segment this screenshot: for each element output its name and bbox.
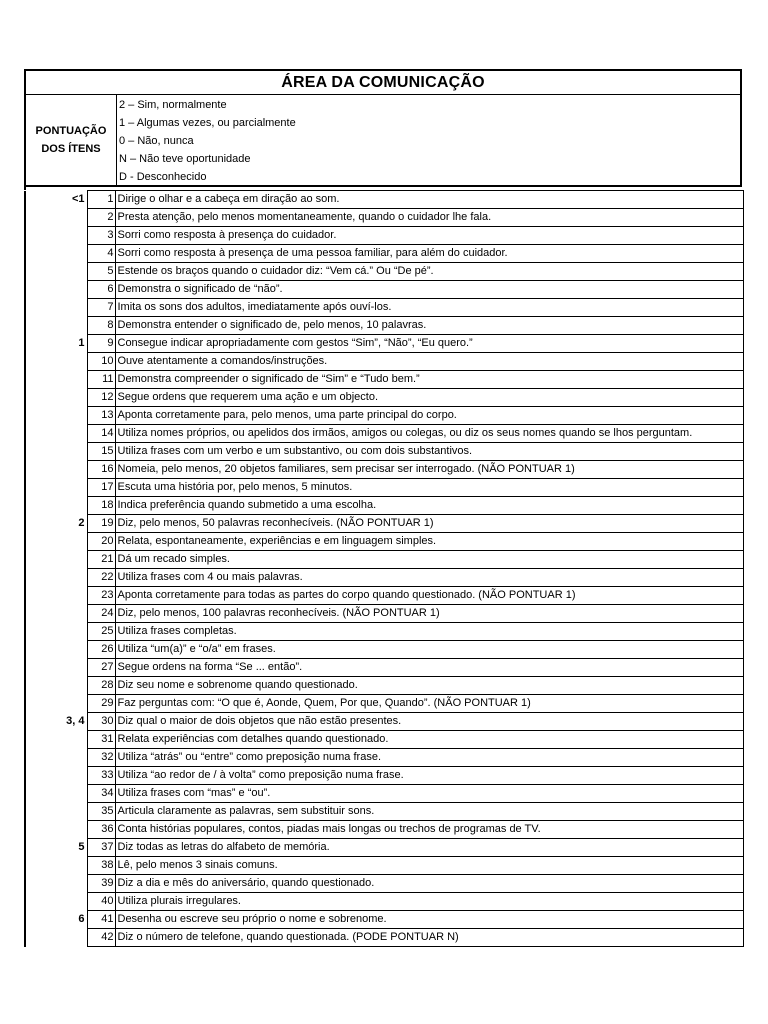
age-group-cell [25,893,87,911]
item-number-cell: 26 [87,641,115,659]
table-row [25,893,743,911]
table-row [25,731,743,749]
table-row [25,749,743,767]
age-group-cell [25,551,87,569]
table-row [25,245,743,263]
age-group-cell [25,821,87,839]
items-table [24,190,744,947]
age-group-cell: 2 [25,515,87,533]
item-number-cell: 19 [87,515,115,533]
legend-item-0: 0 – Não, nunca [119,135,194,147]
age-group-cell [25,695,87,713]
item-number-cell: 24 [87,605,115,623]
age-group-cell [25,317,87,335]
age-group-cell [25,677,87,695]
age-group-cell [25,371,87,389]
table-row [25,785,743,803]
age-group-cell [25,659,87,677]
item-number-cell: 42 [87,929,115,947]
age-group-cell: 1 [25,335,87,353]
item-text-cell: Diz o número de telefone, quando questionada. (PODE PONTUAR N) [115,929,743,947]
item-number-cell: 38 [87,857,115,875]
age-group-cell [25,803,87,821]
table-row [25,263,743,281]
age-group-cell [25,857,87,875]
item-text-cell: Utiliza frases com “mas” e “ou”. [115,785,743,803]
age-group-cell [25,227,87,245]
age-group-cell [25,263,87,281]
legend-item-2: 2 – Sim, normalmente [119,99,227,111]
age-group-cell [25,929,87,947]
age-group-cell [25,623,87,641]
table-row [25,839,743,857]
item-number-cell: 6 [87,281,115,299]
item-number-cell: 32 [87,749,115,767]
legend-item-d: D - Desconhecido [119,171,207,183]
age-group-cell [25,389,87,407]
table-row [25,425,743,443]
item-number-cell: 37 [87,839,115,857]
item-number-cell: 15 [87,443,115,461]
table-row [25,389,743,407]
item-text-cell: Sorri como resposta à presença do cuidador. [115,227,743,245]
item-text-cell: Utiliza frases completas. [115,623,743,641]
table-row [25,677,743,695]
legend-item-1: 1 – Algumas vezes, ou parcialmente [119,117,296,129]
table-row [25,227,743,245]
item-number-cell: 30 [87,713,115,731]
item-number-cell: 2 [87,209,115,227]
age-group-cell [25,605,87,623]
item-text-cell: Consegue indicar apropriadamente com gestos “Sim”, “Não”, “Eu quero.” [115,335,743,353]
communication-form [24,69,742,947]
item-number-cell: 13 [87,407,115,425]
table-row [25,335,743,353]
item-text-cell: Nomeia, pelo menos, 20 objetos familiares, sem precisar ser interrogado. (NÃO PONTUAR 1) [115,461,743,479]
form-title: ÁREA DA COMUNICAÇÃO [24,69,742,95]
item-number-cell: 41 [87,911,115,929]
age-group-cell [25,533,87,551]
item-text-cell: Diz, pelo menos, 100 palavras reconhecíveis. (NÃO PONTUAR 1) [115,605,743,623]
item-text-cell: Relata, espontaneamente, experiências e em linguagem simples. [115,533,743,551]
item-text-cell: Demonstra compreender o significado de “Sim” e “Tudo bem.” [115,371,743,389]
item-text-cell: Sorri como resposta à presença de uma pessoa familiar, para além do cuidador. [115,245,743,263]
item-number-cell: 33 [87,767,115,785]
age-group-cell [25,497,87,515]
item-text-cell: Imita os sons dos adultos, imediatamente após ouví-los. [115,299,743,317]
item-text-cell: Utiliza “atrás” ou “entre” como preposição numa frase. [115,749,743,767]
item-number-cell: 16 [87,461,115,479]
item-number-cell: 40 [87,893,115,911]
item-text-cell: Utiliza frases com 4 ou mais palavras. [115,569,743,587]
item-number-cell: 14 [87,425,115,443]
item-number-cell: 22 [87,569,115,587]
table-row [25,443,743,461]
table-row [25,209,743,227]
item-text-cell: Diz todas as letras do alfabeto de memória. [115,839,743,857]
age-group-cell: 5 [25,839,87,857]
item-number-cell: 7 [87,299,115,317]
item-text-cell: Utiliza nomes próprios, ou apelidos dos irmãos, amigos ou colegas, ou diz os seus nomes quando se lhos perguntam. [115,425,743,443]
item-number-cell: 27 [87,659,115,677]
table-row [25,713,743,731]
legend-label [26,95,117,185]
table-row [25,551,743,569]
age-group-cell [25,443,87,461]
item-number-cell: 36 [87,821,115,839]
table-row [25,623,743,641]
item-number-cell: 23 [87,587,115,605]
age-group-cell [25,353,87,371]
table-row [25,641,743,659]
item-number-cell: 34 [87,785,115,803]
item-number-cell: 18 [87,497,115,515]
table-row [25,479,743,497]
table-row [25,857,743,875]
table-row [25,587,743,605]
item-text-cell: Faz perguntas com: “O que é, Aonde, Quem, Por que, Quando”. (NÃO PONTUAR 1) [115,695,743,713]
item-text-cell: Aponta corretamente para todas as partes do corpo quando questionado. (NÃO PONTUAR 1) [115,587,743,605]
item-text-cell: Diz a dia e mês do aniversário, quando questionado. [115,875,743,893]
age-group-cell [25,875,87,893]
table-row [25,533,743,551]
item-text-cell: Dá um recado simples. [115,551,743,569]
table-row [25,317,743,335]
age-group-cell: <1 [25,191,87,209]
legend-label-line1: PONTUAÇÃO [35,125,107,137]
item-text-cell: Demonstra o significado de “não”. [115,281,743,299]
age-group-cell [25,425,87,443]
item-number-cell: 4 [87,245,115,263]
item-text-cell: Estende os braços quando o cuidador diz: “Vem cá.” Ou “De pé”. [115,263,743,281]
age-group-cell [25,641,87,659]
item-number-cell: 11 [87,371,115,389]
item-number-cell: 10 [87,353,115,371]
legend-list [117,95,740,185]
item-number-cell: 12 [87,389,115,407]
item-text-cell: Utiliza frases com um verbo e um substantivo, ou com dois substantivos. [115,443,743,461]
age-group-cell [25,209,87,227]
age-group-cell [25,299,87,317]
table-row [25,911,743,929]
item-text-cell: Lê, pelo menos 3 sinais comuns. [115,857,743,875]
item-text-cell: Segue ordens na forma “Se ... então”. [115,659,743,677]
item-text-cell: Articula claramente as palavras, sem substituir sons. [115,803,743,821]
item-text-cell: Relata experiências com detalhes quando questionado. [115,731,743,749]
table-row [25,929,743,947]
item-number-cell: 3 [87,227,115,245]
table-row [25,605,743,623]
item-text-cell: Indica preferência quando submetido a uma escolha. [115,497,743,515]
table-row [25,875,743,893]
age-group-cell [25,767,87,785]
table-row [25,695,743,713]
item-number-cell: 35 [87,803,115,821]
item-number-cell: 21 [87,551,115,569]
item-text-cell: Utiliza “ao redor de / à volta” como preposição numa frase. [115,767,743,785]
table-row [25,407,743,425]
item-number-cell: 1 [87,191,115,209]
item-text-cell: Escuta uma história por, pelo menos, 5 minutos. [115,479,743,497]
item-text-cell: Diz, pelo menos, 50 palavras reconhecíveis. (NÃO PONTUAR 1) [115,515,743,533]
age-group-cell [25,569,87,587]
item-text-cell: Utiliza plurais irregulares. [115,893,743,911]
age-group-cell [25,587,87,605]
item-text-cell: Utiliza “um(a)” e “o/a” em frases. [115,641,743,659]
age-group-cell [25,479,87,497]
item-number-cell: 29 [87,695,115,713]
age-group-cell [25,785,87,803]
table-row [25,461,743,479]
table-row [25,353,743,371]
item-text-cell: Diz qual o maior de dois objetos que não estão presentes. [115,713,743,731]
table-row [25,281,743,299]
item-text-cell: Ouve atentamente a comandos/instruções. [115,353,743,371]
table-row [25,767,743,785]
table-row [25,821,743,839]
item-text-cell: Desenha ou escreve seu próprio o nome e sobrenome. [115,911,743,929]
item-number-cell: 9 [87,335,115,353]
table-row [25,803,743,821]
item-number-cell: 5 [87,263,115,281]
age-group-cell [25,461,87,479]
table-row [25,299,743,317]
legend-label-line2: DOS ÍTENS [41,143,101,155]
legend-item-n: N – Não teve oportunidade [119,153,251,165]
table-row [25,191,743,209]
table-row [25,659,743,677]
item-text-cell: Demonstra entender o significado de, pelo menos, 10 palavras. [115,317,743,335]
age-group-cell [25,731,87,749]
age-group-cell [25,749,87,767]
table-row [25,569,743,587]
table-row [25,515,743,533]
age-group-cell [25,281,87,299]
table-row [25,497,743,515]
item-number-cell: 25 [87,623,115,641]
item-text-cell: Aponta corretamente para, pelo menos, uma parte principal do corpo. [115,407,743,425]
item-number-cell: 8 [87,317,115,335]
item-number-cell: 31 [87,731,115,749]
scoring-legend [24,95,742,187]
item-text-cell: Diz seu nome e sobrenome quando questionado. [115,677,743,695]
item-text-cell: Conta histórias populares, contos, piadas mais longas ou trechos de programas de TV. [115,821,743,839]
item-text-cell: Presta atenção, pelo menos momentaneamente, quando o cuidador lhe fala. [115,209,743,227]
age-group-cell: 3, 4 [25,713,87,731]
item-number-cell: 20 [87,533,115,551]
table-row [25,371,743,389]
age-group-cell [25,407,87,425]
age-group-cell: 6 [25,911,87,929]
item-text-cell: Segue ordens que requerem uma ação e um objecto. [115,389,743,407]
item-number-cell: 39 [87,875,115,893]
age-group-cell [25,245,87,263]
item-number-cell: 28 [87,677,115,695]
items-table-body [25,191,743,947]
item-text-cell: Dirige o olhar e a cabeça em diração ao som. [115,191,743,209]
item-number-cell: 17 [87,479,115,497]
